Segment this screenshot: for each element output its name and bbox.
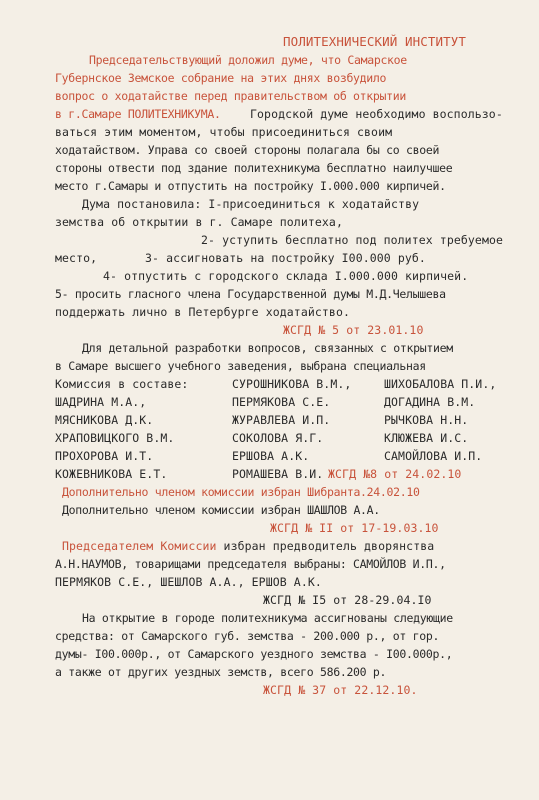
text-line-4b: Городской думе необходимо воспользо- xyxy=(250,107,503,121)
text-line-9: Дума постановила: I-присоединиться к ходатайству xyxy=(82,197,420,211)
member-klyuzheva: КЛЮЖЕВА И.С. xyxy=(384,431,469,445)
chair-heading: Председателем Комиссии xyxy=(62,539,217,553)
text-line-7: стороны отвести под здание политехникума бесплатно наилучшее xyxy=(55,161,453,175)
text-line-11: 2- уступить бесплатно под политех требуемое xyxy=(201,233,504,247)
text-line-1: Председательствующий доложил думе, что Самарское xyxy=(89,53,407,67)
text-line-13: 3- ассигновать на постройку I00.000 руб. xyxy=(145,251,426,265)
fund-line-2: средства: от Самарского губ. земства - 200.000 р., от гор. xyxy=(55,629,440,643)
fund-line-4: а также от других уездных земств, всего 586.200 р. xyxy=(55,665,387,679)
member-khrapovitsky: ХРАПОВИЦКОГО В.М. xyxy=(55,431,175,445)
member-romasheva: РОМАШЕВА В.И. xyxy=(232,467,324,481)
header-title: ПОЛИТЕХНИЧЕСКИЙ ИНСТИТУТ xyxy=(283,34,467,49)
member-samoylova: САМОЙЛОВА И.П. xyxy=(384,449,483,463)
fund-line-3: думы- I00.000р., от Самарского уездного земства - I00.000р., xyxy=(55,647,453,661)
text-line-18: в Самаре высшего учебного заведения, выбрана специальная xyxy=(55,359,426,373)
chair-line-1 xyxy=(62,539,434,553)
journal-ref-4: ЖСГД № I5 от 28-29.04.I0 xyxy=(263,593,432,607)
fund-line-1: На открытие в городе политехникума ассигнованы следующие xyxy=(82,611,453,625)
text-line-5: ваться этим моментом, чтобы присоединиться своим xyxy=(55,125,393,139)
journal-ref-2: ЖСГД №8 от 24.02.10 xyxy=(328,467,462,481)
text-line-12: место, xyxy=(55,251,98,265)
member-dogadina: ДОГАДИНА В.М. xyxy=(384,395,476,409)
text-line-4: в г.Самаре ПОЛИТЕХНИКУМА. xyxy=(55,107,221,121)
journal-ref-3: ЖСГД № II от 17-19.03.10 xyxy=(270,521,439,535)
text-line-2: Губернское Земское собрание на этих днях возбудило xyxy=(55,71,387,85)
member-sokolova: СОКОЛОВА Я.Г. xyxy=(232,431,324,445)
text-line-10: земства об открытии в г. Самаре политеха, xyxy=(55,215,343,229)
journal-ref-5: ЖСГД № 37 от 22.12.10. xyxy=(263,683,418,697)
text-line-19: Комиссия в составе: xyxy=(55,377,189,391)
text-line-6: ходатайством. Управа со своей стороны полагала бы со своей xyxy=(55,143,440,157)
member-rychkova: РЫЧКОВА Н.Н. xyxy=(384,413,469,427)
text-line-14: 4- отпустить с городского склада I.000.000 кирпичей. xyxy=(103,269,469,283)
text-line-3: вопрос о ходатайстве перед правительством об открытии xyxy=(55,89,407,103)
addition-line-1: Дополнительно членом комиссии избран Шибранта.24.02.10 xyxy=(62,485,420,499)
member-ershova: ЕРШОВА А.К. xyxy=(232,449,310,463)
chair-line-2: А.Н.НАУМОВ, товарищами председателя выбраны: САМОЙЛОВ И.П., xyxy=(55,557,446,571)
member-zhuravleva: ЖУРАВЛЕВА И.П. xyxy=(232,413,331,427)
member-shikh: ШИХОБАЛОВА П.И., xyxy=(384,377,497,391)
member-permyakova: ПЕРМЯКОВА С.Е. xyxy=(232,395,331,409)
addition-line-2: Дополнительно членом комиссии избран ШАШЛОВ А.А. xyxy=(62,503,380,517)
member-surosh: СУРОШНИКОВА В.М., xyxy=(232,377,352,391)
member-shadrina: ШАДРИНА М.А., xyxy=(55,395,147,409)
journal-ref-1: ЖСГД № 5 от 23.01.10 xyxy=(283,323,424,337)
chair-line-3: ПЕРМЯКОВ С.Е., ШЕШЛОВ А.А., ЕРШОВ А.К. xyxy=(55,575,322,589)
text-line-16: поддержать лично в Петербурге ходатайство. xyxy=(55,305,350,319)
member-myasnikova: МЯСНИКОВА Д.К. xyxy=(55,413,154,427)
text-line-15: 5- просить гласного члена Государственной думы М.Д.Челышева xyxy=(55,287,446,301)
member-kozhevnikova: КОЖЕВНИКОВА Е.Т. xyxy=(55,467,168,481)
text-line-8: место г.Самары и отпустить на постройку I.000.000 кирпичей. xyxy=(55,179,446,193)
chair-heading-rest: избран предводитель дворянства xyxy=(216,539,435,553)
member-prokhorova: ПРОХОРОВА И.Т. xyxy=(55,449,154,463)
text-line-17: Для детальной разработки вопросов, связанных с открытием xyxy=(82,341,453,355)
